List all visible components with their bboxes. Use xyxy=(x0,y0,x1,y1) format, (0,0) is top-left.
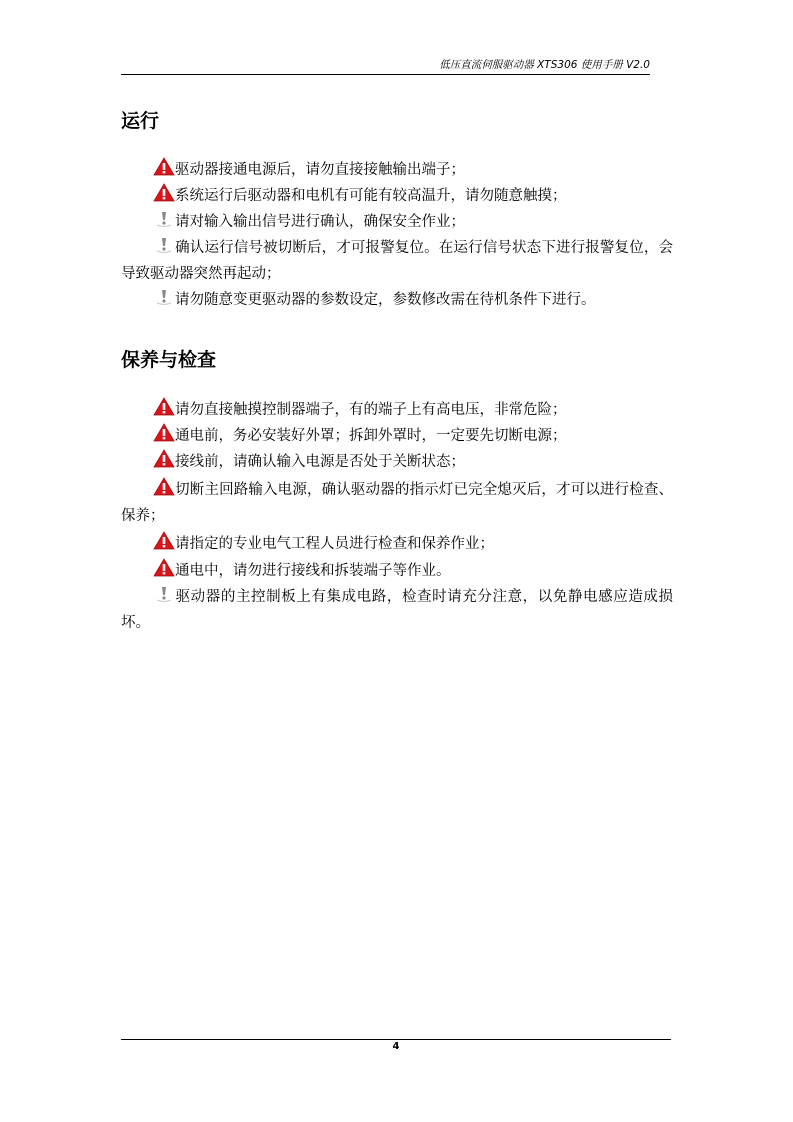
section-title-maintenance: 保养与检查 xyxy=(121,349,217,371)
exclamation-note-icon xyxy=(153,235,175,254)
item-text: 系统运行后驱动器和电机有可能有较高温升，请勿随意触摸； xyxy=(175,188,567,204)
warning-triangle-icon xyxy=(153,449,175,468)
item-text: 请勿直接触摸控制器端子，有的端子上有高电压，非常危险； xyxy=(175,402,567,418)
list-item xyxy=(121,183,673,209)
list-item xyxy=(121,157,673,183)
warning-triangle-icon xyxy=(153,397,175,416)
exclamation-note-icon xyxy=(153,287,175,306)
section-title-operation: 运行 xyxy=(121,110,160,132)
page-footer xyxy=(121,1039,671,1052)
warning-triangle-icon xyxy=(153,531,175,550)
page-number: 4 xyxy=(392,1041,400,1052)
list-item xyxy=(121,235,673,287)
exclamation-note-icon xyxy=(153,584,175,603)
list-item xyxy=(121,584,673,636)
item-text: 确认运行信号被切断后，才可报警复位。在运行信号状态下进行报警复位，会导致驱动器突然再起动； xyxy=(121,240,673,282)
warning-triangle-icon xyxy=(153,157,175,176)
exclamation-note-icon xyxy=(153,209,175,228)
list-item xyxy=(121,449,673,475)
page-header xyxy=(121,52,650,75)
list-item xyxy=(121,423,673,449)
item-text: 通电前，务必安装好外罩；拆卸外罩时，一定要先切断电源； xyxy=(175,428,567,444)
list-item xyxy=(121,209,673,235)
list-item xyxy=(121,558,673,584)
warning-triangle-icon xyxy=(153,477,175,496)
item-text: 驱动器的主控制板上有集成电路，检查时请充分注意，以免静电感应造成损坏。 xyxy=(121,589,673,631)
header-title: 低压直流伺服驱动器 XTS306 使用手册 V2.0 xyxy=(439,59,650,71)
item-text: 驱动器接通电源后，请勿直接接触输出端子； xyxy=(175,162,465,178)
list-item xyxy=(121,397,673,423)
warning-triangle-icon xyxy=(153,558,175,577)
list-item xyxy=(121,477,673,529)
warning-triangle-icon xyxy=(153,423,175,442)
item-text: 切断主回路输入电源，确认驱动器的指示灯已完全熄灭后，才可以进行检查、保养； xyxy=(121,482,673,524)
list-item xyxy=(121,531,673,557)
item-text: 请对输入输出信号进行确认，确保安全作业； xyxy=(175,214,465,230)
item-text: 通电中，请勿进行接线和拆装端子等作业。 xyxy=(175,563,451,579)
item-text: 请指定的专业电气工程人员进行检查和保养作业； xyxy=(175,536,494,552)
item-text: 请勿随意变更驱动器的参数设定，参数修改需在待机条件下进行。 xyxy=(175,292,596,308)
warning-triangle-icon xyxy=(153,183,175,202)
item-text: 接线前，请确认输入电源是否处于关断状态； xyxy=(175,454,465,470)
list-item xyxy=(121,287,673,313)
